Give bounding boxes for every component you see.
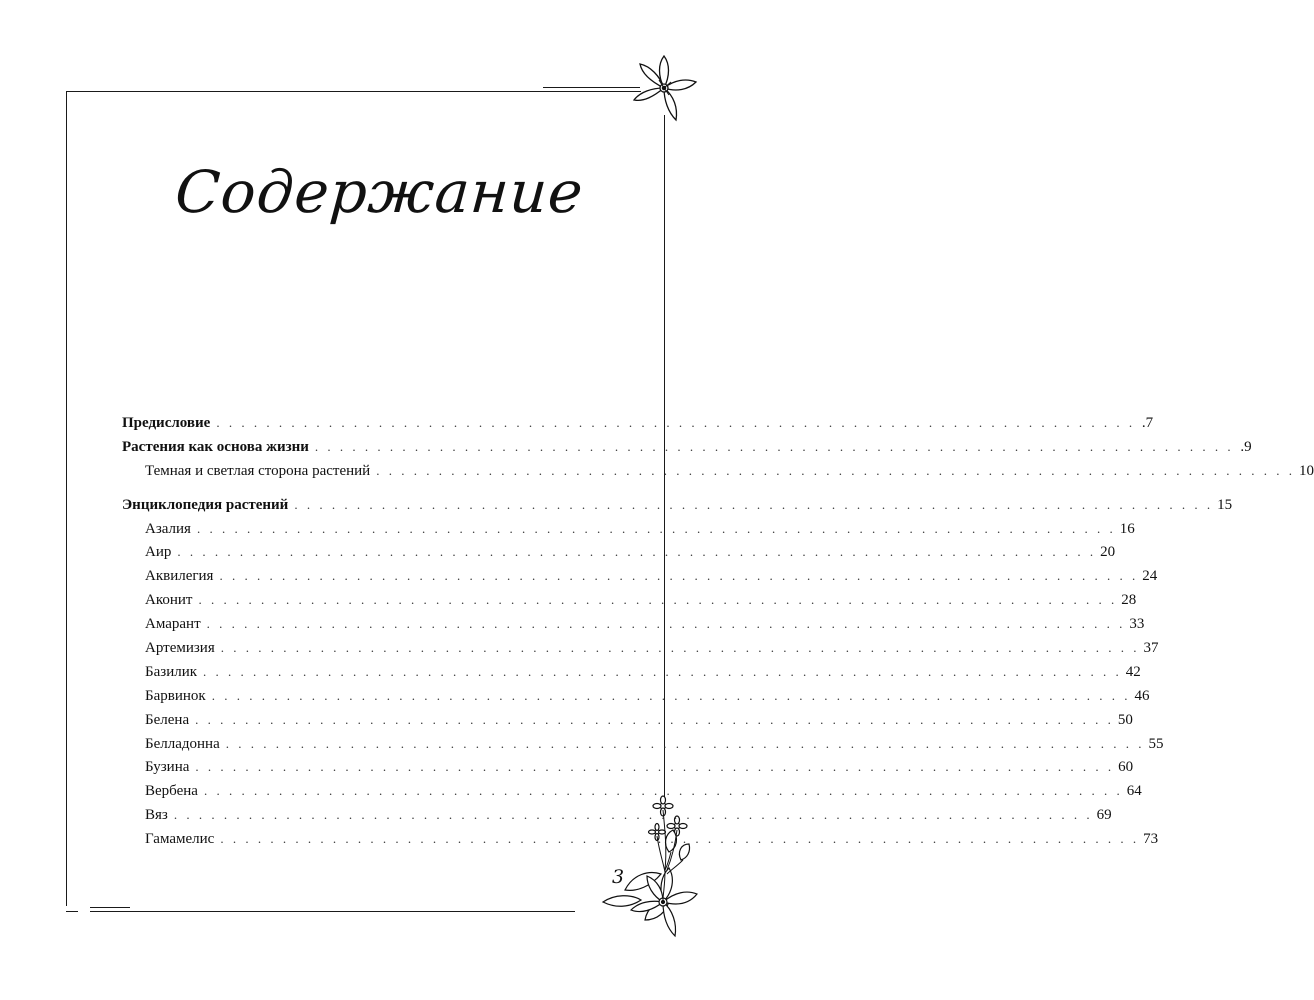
toc-leader-dots: . . . . . . . . . . . . . . . . . . . . . . . . . . . . . . . . . . . . . . . . . . . . . . . . . . . . . . . . . . . . . . . . . . . . . . . . . . [203, 783, 1123, 799]
frame-top-line [66, 91, 641, 92]
toc-entry [122, 564, 1158, 588]
lily-flower-icon [628, 52, 700, 124]
toc-entry-title: Растения как основа жизни [122, 438, 309, 455]
toc-entry-page: 50 [1117, 711, 1133, 728]
toc-leader-dots: . . . . . . . . . . . . . . . . . . . . . . . . . . . . . . . . . . . . . . . . . . . . . . . . . . . . . . . . . . . . . . . . . . . . . . . . . . [216, 415, 1136, 430]
toc-leader-dots: . . . . . . . . . . . . . . . . . . . . . . . . . . . . . . . . . . . . . . . . . . . . . . . . . . . . . . . . . . . . . . . . . . . . . . . . . . [198, 592, 1118, 608]
toc-entry-page: .9 [1240, 438, 1252, 455]
toc-entry [122, 732, 1164, 756]
toc-entry-title: Предисловие [122, 415, 211, 431]
toc-entry [122, 684, 1150, 708]
toc-entry-title: Гамамелис [145, 831, 215, 848]
toc-leader-dots: . . . . . . . . . . . . . . . . . . . . . . . . . . . . . . . . . . . . . . . . . . . . . . . . . . . . . . . . . . . . . . . . . . . . . . . . . . [195, 759, 1115, 775]
toc-entry-page: 69 [1096, 807, 1112, 824]
toc-entry-title: Бузина [145, 759, 190, 776]
toc-entry [122, 435, 1252, 459]
frame-bottom-line [66, 911, 78, 912]
toc-entry-title: Вяз [145, 807, 168, 824]
toc-entry-page: 10 [1298, 462, 1314, 479]
toc-entry-title: Азалия [145, 520, 191, 537]
toc-leader-dots: . . . . . . . . . . . . . . . . . . . . . . . . . . . . . . . . . . . . . . . . . . . . . . . . . . . . . . . . . . . . . . . . . . . . . . . . . . [206, 616, 1126, 632]
toc-entry-page: 73 [1143, 831, 1159, 848]
toc-entry-title: Аир [145, 544, 172, 561]
toc-entry-title: Аконит [145, 592, 193, 609]
toc-entry [122, 803, 1112, 827]
toc-entry-page: 15 [1217, 496, 1233, 513]
toc-entry-title: Темная и светлая сторона растений [145, 462, 371, 479]
toc-leader-dots: . . . . . . . . . . . . . . . . . . . . . . . . . . . . . . . . . . . . . . . . . . . . . . . . . . . . . . . . . . . . . . . . . . . . . . . . . . [195, 711, 1114, 727]
toc-entry-page: 24 [1142, 568, 1158, 585]
table-of-contents [122, 411, 1314, 851]
toc-entry [122, 660, 1141, 684]
toc-entry [122, 612, 1145, 636]
toc-entry-title: Артемизия [145, 640, 215, 657]
toc-leader-dots: . . . . . . . . . . . . . . . . . . . . . . . . . . . . . . . . . . . . . . . . . . . . . . . . . . . . . . . . . . . . . . . . . . . . . . . . . . [220, 640, 1140, 656]
toc-entry-page: 16 [1119, 520, 1135, 537]
toc-entry-page: 64 [1126, 783, 1142, 800]
toc-entry-title: Белена [145, 711, 190, 728]
toc-entry [122, 827, 1159, 851]
toc-entry-page: 37 [1143, 640, 1159, 657]
toc-entry-title: Энциклопедия растений [122, 496, 289, 513]
toc-entry-title: Белладонна [145, 735, 220, 752]
toc-entry-page: 46 [1134, 687, 1150, 704]
toc-entry [122, 755, 1134, 779]
frame-bottom-accent-line [90, 907, 130, 908]
toc-entry [122, 588, 1137, 612]
toc-leader-dots: . . . . . . . . . . . . . . . . . . . . . . . . . . . . . . . . . . . . . . . . . . . . . . . . . . . . . . . . . . . . . . . . . . . . . . . . . . [203, 663, 1122, 679]
toc-entry [122, 493, 1233, 517]
frame-bottom-line [90, 911, 575, 912]
toc-leader-dots: . . . . . . . . . . . . . . . . . . . . . . . . . . . . . . . . . . . . . . . . . . . . . . . . . . . . . . . . . . . . . . . . . . . . . . . . . . [177, 544, 1097, 560]
toc-entry-page: 60 [1118, 759, 1134, 776]
toc-entry-title: Аквилегия [145, 568, 214, 585]
toc-entry [122, 411, 1154, 435]
toc-entry-page: .7 [1141, 415, 1154, 431]
toc-entry-title: Барвинок [145, 687, 206, 704]
toc-entry [122, 540, 1116, 564]
toc-leader-dots: . . . . . . . . . . . . . . . . . . . . . . . . . . . . . . . . . . . . . . . . . . . . . . . . . . . . . . . . . . . . . . . . . . . . . . . . . . [196, 520, 1116, 536]
toc-entry-page: 20 [1100, 544, 1116, 561]
toc-entry-title: Базилик [145, 663, 198, 680]
toc-leader-dots: . . . . . . . . . . . . . . . . . . . . . . . . . . . . . . . . . . . . . . . . . . . . . . . . . . . . . . . . . . . . . . . . . . . . . . . . . . [220, 831, 1140, 847]
toc-entry-page: 42 [1125, 663, 1141, 680]
toc-entry-page: 55 [1148, 735, 1164, 752]
toc-entry [122, 636, 1159, 660]
toc-entry [122, 459, 1314, 483]
page-number: 3 [612, 866, 625, 888]
frame-top-accent-line [543, 87, 640, 88]
toc-entry [122, 517, 1135, 541]
toc-entry [122, 779, 1142, 803]
toc-leader-dots: . . . . . . . . . . . . . . . . . . . . . . . . . . . . . . . . . . . . . . . . . . . . . . . . . . . . . . . . . . . . . . . . . . . . . . . . . . [376, 462, 1295, 478]
toc-leader-dots: . . . . . . . . . . . . . . . . . . . . . . . . . . . . . . . . . . . . . . . . . . . . . . . . . . . . . . . . . . . . . . . . . . . . . . . . . . [211, 687, 1131, 703]
toc-entry-page: 33 [1129, 616, 1145, 633]
toc-leader-dots: . . . . . . . . . . . . . . . . . . . . . . . . . . . . . . . . . . . . . . . . . . . . . . . . . . . . . . . . . . . . . . . . . . . . . . . . . . [314, 438, 1234, 454]
toc-leader-dots: . . . . . . . . . . . . . . . . . . . . . . . . . . . . . . . . . . . . . . . . . . . . . . . . . . . . . . . . . . . . . . . . . . . . . . . . . . [219, 568, 1139, 584]
page-title: Содержание [173, 158, 586, 226]
toc-leader-dots: . . . . . . . . . . . . . . . . . . . . . . . . . . . . . . . . . . . . . . . . . . . . . . . . . . . . . . . . . . . . . . . . . . . . . . . . . . [173, 807, 1093, 823]
toc-entry [122, 708, 1133, 732]
toc-entry-title: Вербена [145, 783, 198, 800]
toc-entry-title: Амарант [145, 616, 201, 633]
toc-leader-dots: . . . . . . . . . . . . . . . . . . . . . . . . . . . . . . . . . . . . . . . . . . . . . . . . . . . . . . . . . . . . . . . . . . . . . . . . . . [294, 496, 1214, 512]
toc-leader-dots: . . . . . . . . . . . . . . . . . . . . . . . . . . . . . . . . . . . . . . . . . . . . . . . . . . . . . . . . . . . . . . . . . . . . . . . . . . [225, 735, 1145, 751]
toc-entry-page: 28 [1121, 592, 1137, 609]
